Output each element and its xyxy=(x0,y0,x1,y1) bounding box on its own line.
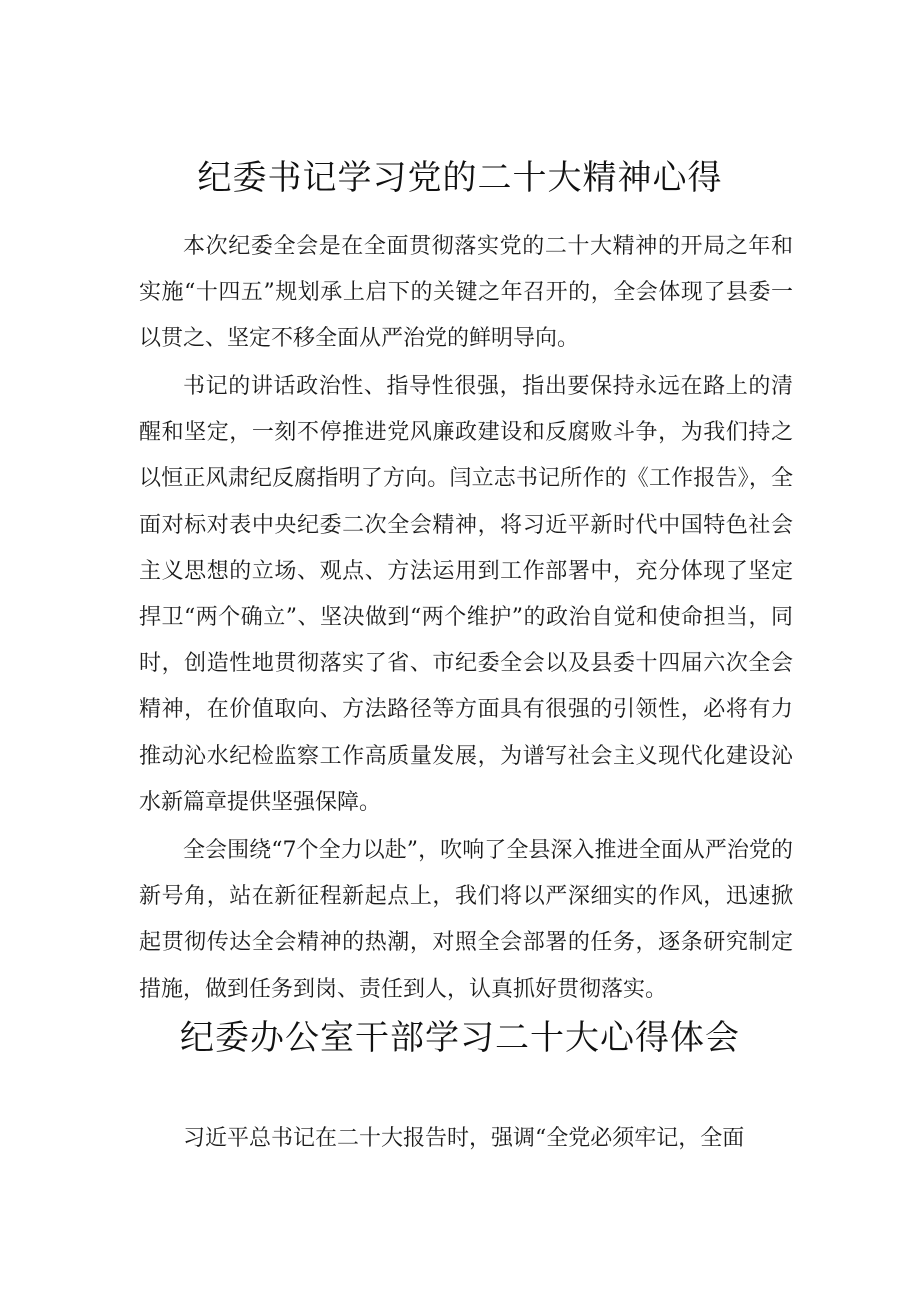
paragraph: 全会围绕“7个全力以赴”，吹响了全县深入推进全面从严治党的新号角，站在新征程新起点上，我们将以严深细实的作风，迅速掀起贯彻传达全会精神的热潮，对照全会部署的任务，逐条研究制定措施，做到任务到岗、责任到人，认真抓好贯彻落实。 xyxy=(139,838,793,1002)
paragraph: 书记的讲话政治性、指导性很强，指出要保持永远在路上的清醒和坚定，一刻不停推进党风廉政建设和反腐败斗争，为我们持之以恒正风肃纪反腐指明了方向。闫立志书记所作的《工作报告》，全面对标对表中央纪委二次全会精神，将习近平新时代中国特色社会主义思想的立场、观点、方法运用到工作部署中，充分体现了坚定捍卫“两个确立”、坚决做到“两个维护”的政治自觉和使命担当，同时，创造性地贯彻落实了省、市纪委全会以及县委十四届六次全会精神，在价值取向、方法路径等方面具有很强的引领性，必将有力推动沁水纪检监察工作高质量发展，为谱写社会主义现代化建设沁水新篇章提供坚强保障。 xyxy=(139,374,793,815)
paragraph: 本次纪委全会是在全面贯彻落实党的二十大精神的开局之年和实施“十四五”规划承上启下的关键之年召开的，全会体现了县委一以贯之、坚定不移全面从严治党的鲜明导向。 xyxy=(139,234,793,352)
section-title: 纪委办公室干部学习二十大心得体会 xyxy=(180,1018,740,1058)
paragraph: 习近平总书记在二十大报告时，强调“全党必须牢记，全面 xyxy=(183,1126,745,1151)
document-title: 纪委书记学习党的二十大精神心得 xyxy=(197,158,723,198)
